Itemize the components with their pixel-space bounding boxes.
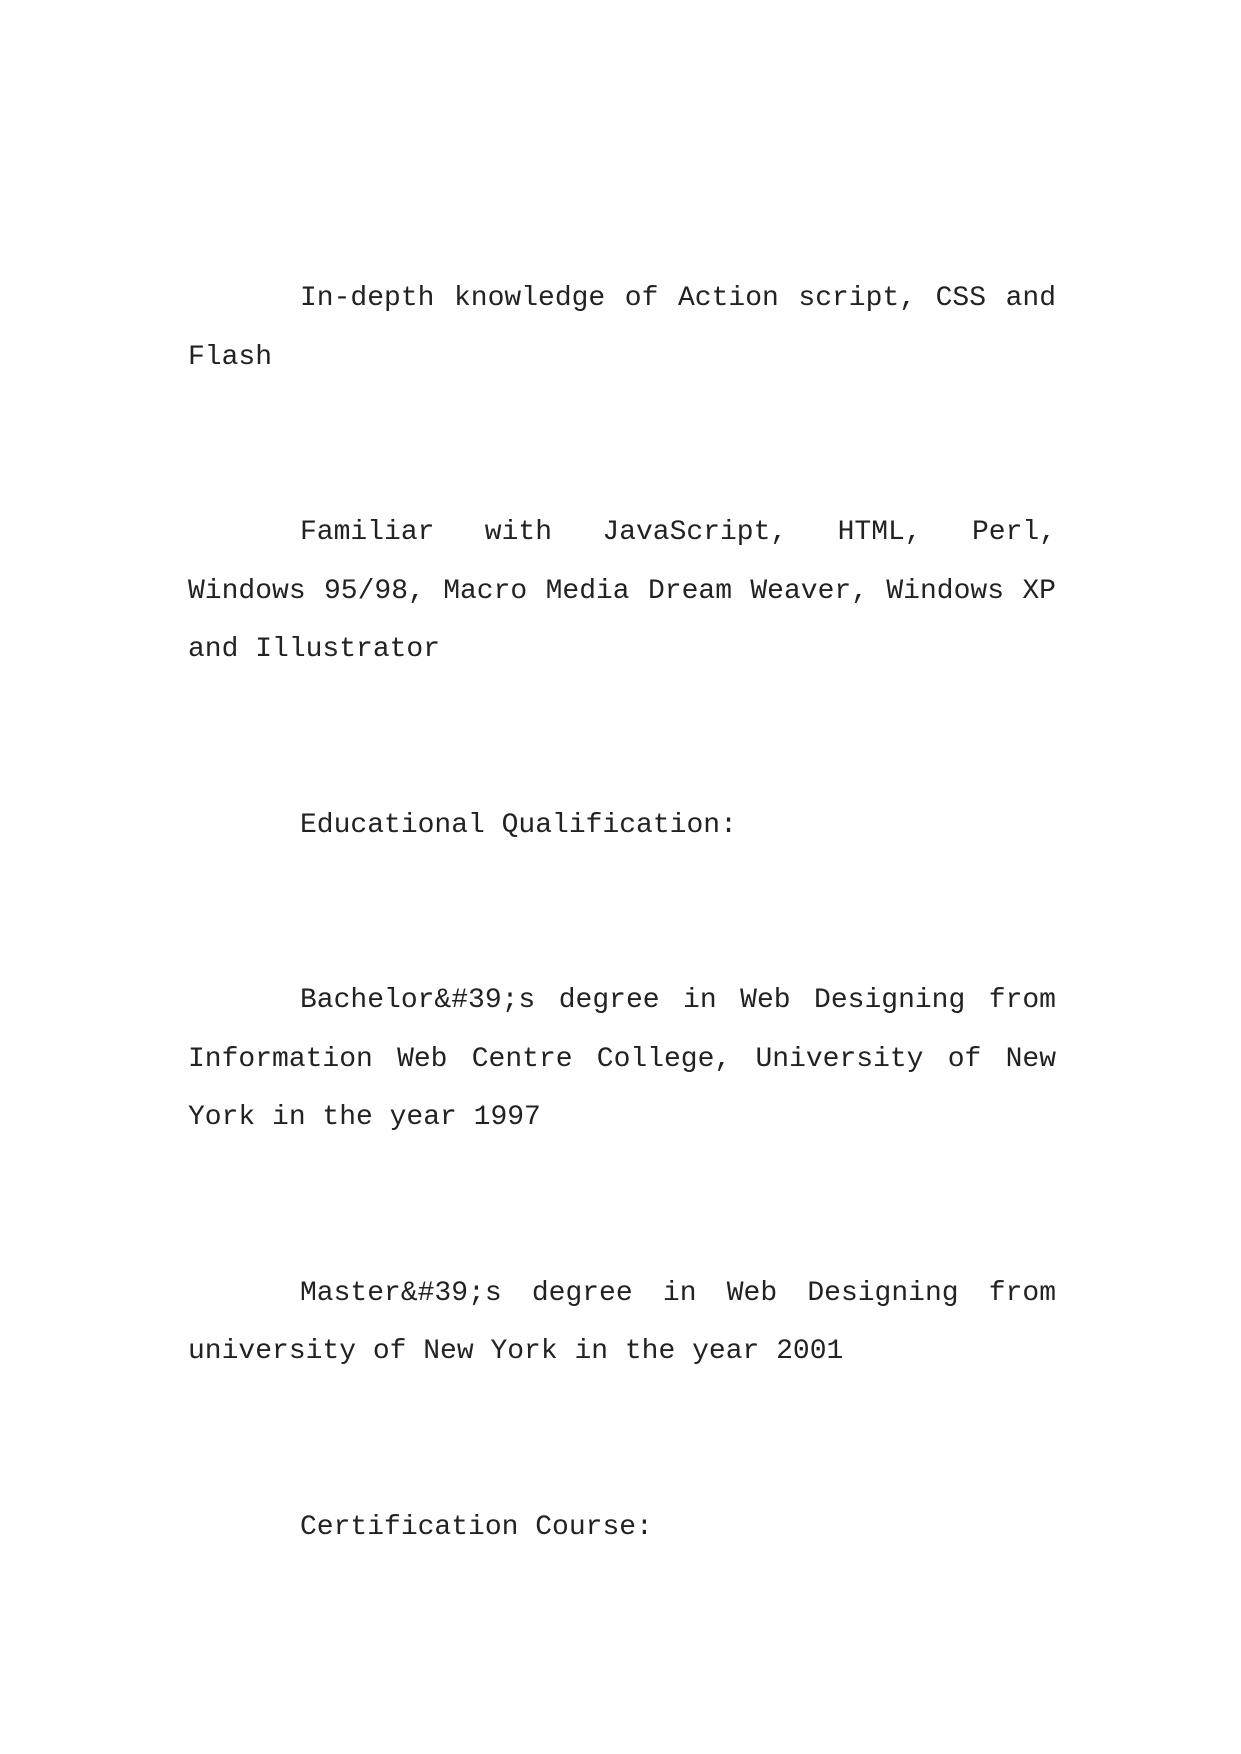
paragraph-masters-degree: Master&#39;s degree in Web Designing from university of New York in the year 2001 xyxy=(188,1277,1056,1367)
heading-certification-course: Certification Course: xyxy=(300,1511,653,1543)
heading-educational-qualification: Educational Qualification: xyxy=(300,809,737,841)
paragraph-skills-actionscript: In-depth knowledge of Action script, CSS and Flash xyxy=(188,283,1056,373)
paragraph-skills-familiar: Familiar with JavaScript, HTML, Perl, Windows 95/98, Macro Media Dream Weaver, Windows XP and Illustrator xyxy=(188,517,1056,665)
paragraph-bachelors-degree: Bachelor&#39;s degree in Web Designing from Information Web Centre College, University of New York in the year 1997 xyxy=(188,985,1056,1133)
document-body xyxy=(188,270,1056,1557)
